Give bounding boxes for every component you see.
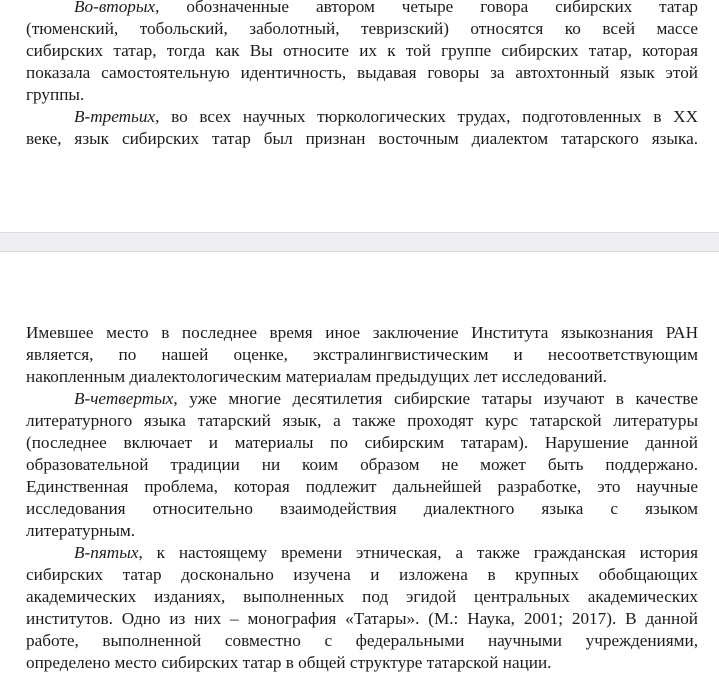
emphasis-word: В-пятых [74,543,139,562]
text-line: работе, выполненной совместно с федеральными научными учреждениями, [26,631,698,650]
line-text: , уже многие десятилетия сибирские татары изучают в качестве [173,389,698,408]
text-line: институтов. Одно из них – монография «Татары». (М.: Наука, 2001; 2017). В данной [26,609,698,628]
text-line: веке, язык сибирских татар был признан восточным диалектом татарского языка. [26,129,698,148]
text-line: литературного языка татарский язык, а также проходят курс татарской литературы [26,411,698,430]
text-line: Единственная проблема, которая подлежит дальнейшей разработке, это научные [26,477,698,496]
text-line [26,542,698,564]
document-page-top [0,0,719,232]
line-text: , обозначенные автором четыре говора сибирских татар [155,0,698,16]
document-page-bottom [0,252,719,677]
emphasis-word: Во-вторых [74,0,156,16]
page-separator [0,232,719,252]
text-line: сибирских татар досконально изучена и изложена в крупных обобщающих [26,565,698,584]
text-line: накопленным диалектологическим материалам предыдущих лет исследований. [26,367,607,386]
text-line: (последнее включает и материалы по сибирским татарам). Нарушение данной [26,433,698,452]
emphasis-word: В-третьих [74,107,156,126]
line-text: , к настоящему времени этническая, а также гражданская история [138,543,698,562]
text-line [26,106,698,128]
text-line: (тюменский, тобольский, заболотный, тевризский) относятся ко всей массе [26,19,698,38]
text-line: сибирских татар, тогда как Вы относите их к той группе сибирских татар, которая [26,41,698,60]
text-line: группы. [26,85,85,104]
text-line: образовательной традиции ни коим образом не может быть поддержано. [26,455,698,474]
paragraph-block-top [26,0,698,150]
text-line: академических изданиях, выполненных под эгидой центральных академических [26,587,698,606]
text-line: определено место сибирских татар в общей структуре татарской нации. [26,653,552,672]
emphasis-word: В-четвертых [74,389,174,408]
text-line: исследования относительно взаимодействия диалектного языка с языком [26,499,698,518]
text-line [26,0,698,18]
text-line: литературным. [26,521,136,540]
text-line: является, по нашей оценке, экстралингвистическим и несоответствующим [26,345,698,364]
line-text: , во всех научных тюркологических трудах, подготовленных в XX [155,107,698,126]
text-line [26,388,698,410]
paragraph-block-bottom [26,322,698,674]
text-line: Имевшее место в последнее время иное заключение Института языкознания РАН [26,323,698,342]
text-line: показала самостоятельную идентичность, выдавая говоры за автохтонный язык этой [26,63,698,82]
